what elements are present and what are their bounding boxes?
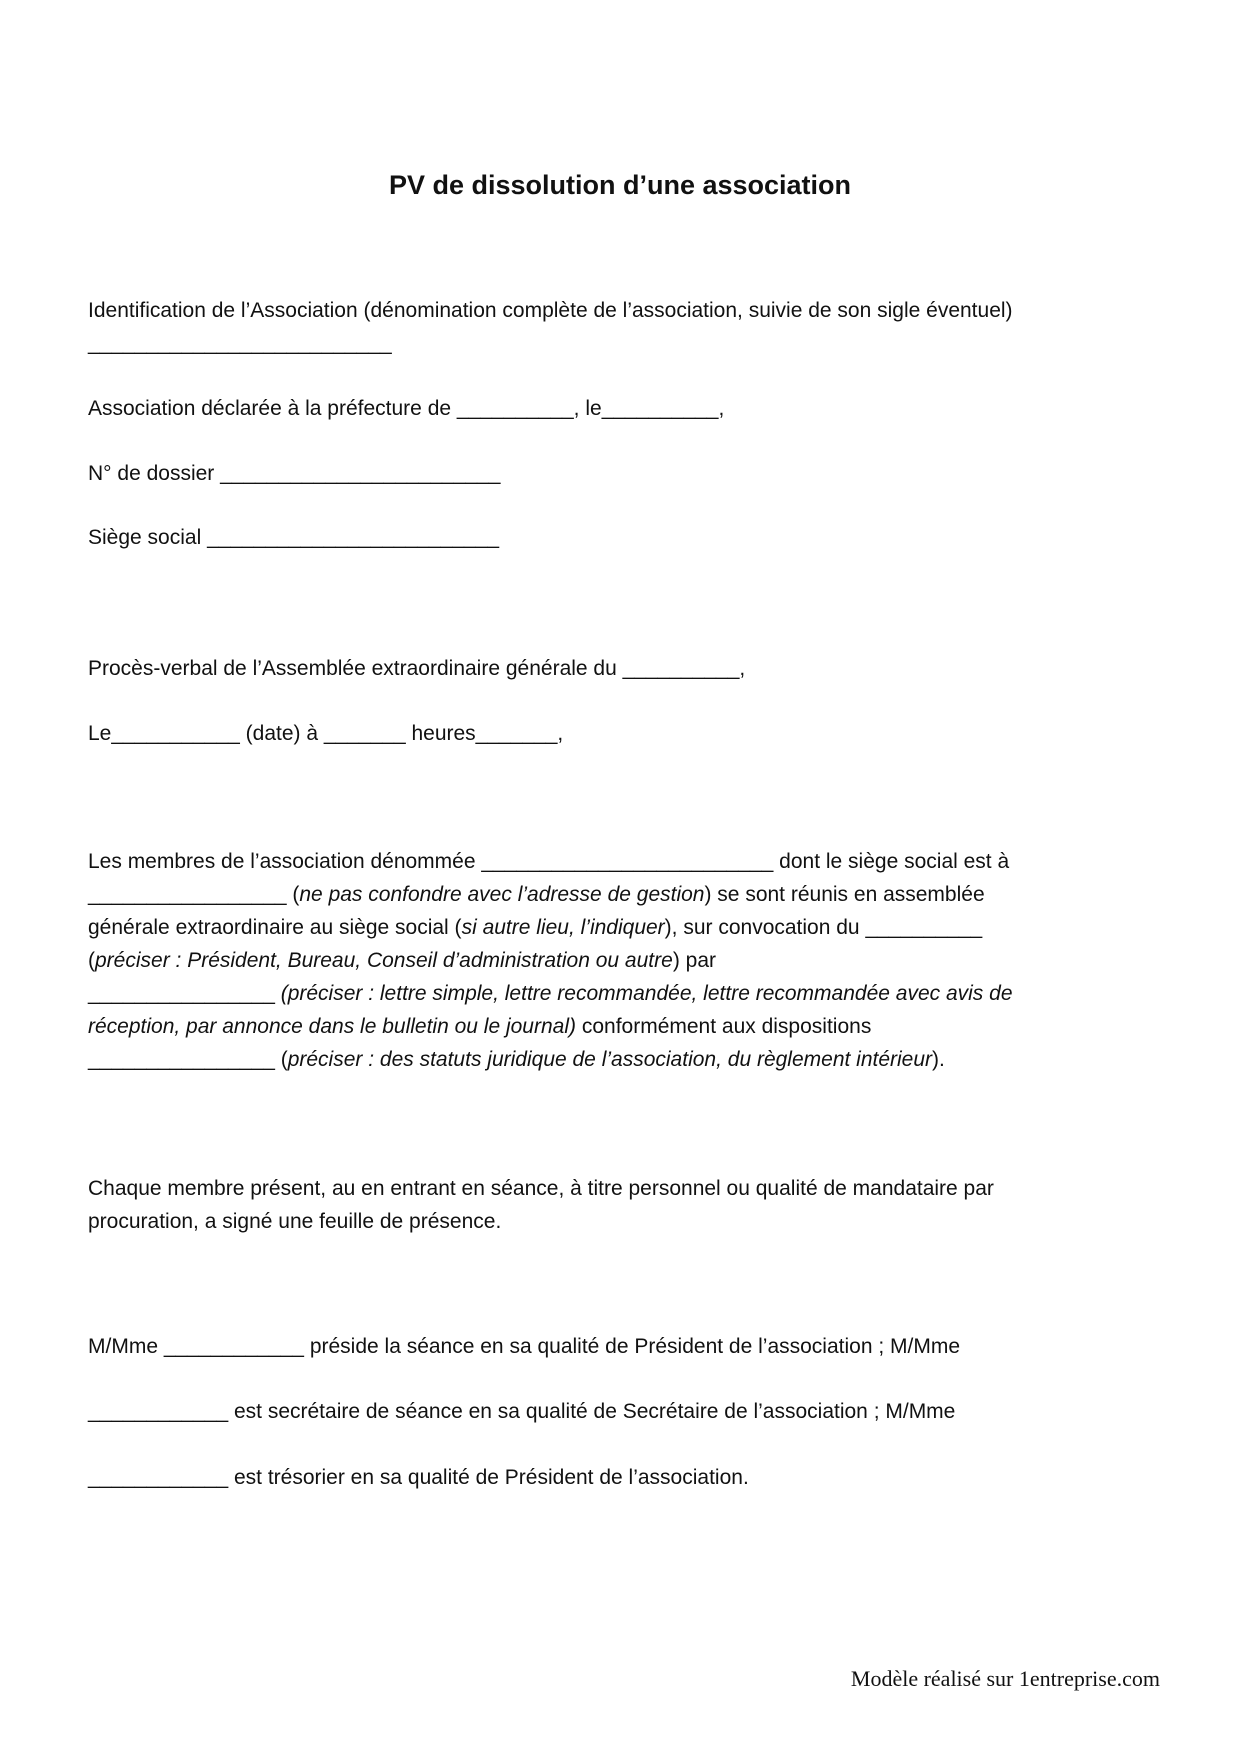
proces-verbal-line: Procès-verbal de l’Assemblée extraordinaire générale du __________, (88, 657, 746, 680)
dossier-line: N° de dossier ________________________ (88, 462, 501, 485)
membres-line: _________________ (ne pas confondre avec l’adresse de gestion) se sont réunis en assemblée (88, 883, 985, 906)
secretaire-line: ____________ est secrétaire de séance en sa qualité de Secrétaire de l’association ; M/Mme (88, 1400, 956, 1423)
identification-label: Identification de l’Association (dénomination complète de l’association, suivie de son sigle éventuel) (88, 299, 1013, 322)
identification-blank: __________________________ (88, 332, 392, 355)
presence-line: Chaque membre présent, au en entrant en séance, à titre personnel ou qualité de mandataire par (88, 1177, 994, 1200)
membres-line: ________________ (préciser : des statuts juridique de l’association, du règlement intérieur). (88, 1048, 945, 1071)
membres-line: (préciser : Président, Bureau, Conseil d’administration ou autre) par (88, 949, 716, 972)
presence-line: procuration, a signé une feuille de présence. (88, 1210, 502, 1233)
presence-paragraph (88, 1172, 1133, 1238)
tresorier-line: ____________ est trésorier en sa qualité de Président de l’association. (88, 1466, 749, 1489)
declaration-line: Association déclarée à la préfecture de __________, le__________, (88, 397, 725, 420)
membres-line: ________________ (préciser : lettre simple, lettre recommandée, lettre recommandée avec avis de (88, 982, 1013, 1005)
membres-line: générale extraordinaire au siège social (si autre lieu, l’indiquer), sur convocation du __________ (88, 916, 983, 939)
document-title: PV de dissolution d’une association (388, 170, 852, 200)
date-heure-line: Le___________ (date) à _______ heures_______, (88, 722, 564, 745)
membres-paragraph (88, 845, 1133, 1076)
president-line: M/Mme ____________ préside la séance en sa qualité de Président de l’association ; M/Mme (88, 1335, 961, 1358)
membres-line: Les membres de l’association dénommée _________________________ dont le siège social est à (88, 850, 1010, 873)
footer-credit: Modèle réalisé sur 1entreprise.com (850, 1666, 1160, 1691)
siege-social-line: Siège social _________________________ (88, 526, 500, 549)
membres-line: réception, par annonce dans le bulletin ou le journal) conformément aux dispositions (88, 1015, 872, 1038)
